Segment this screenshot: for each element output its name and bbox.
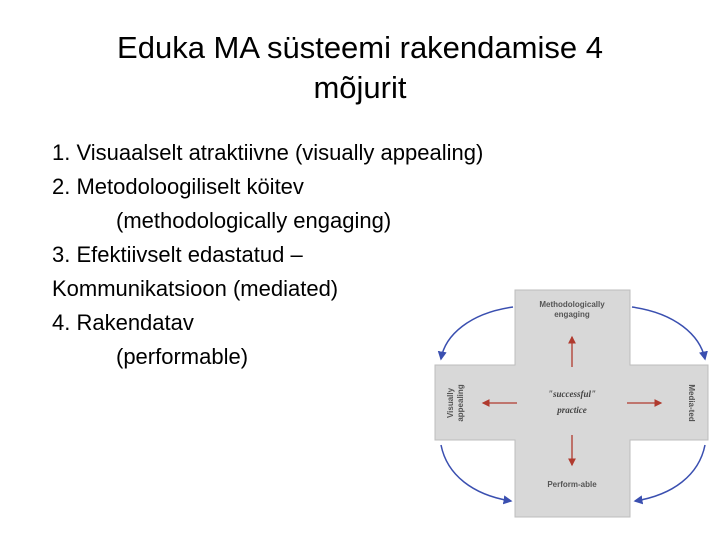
list-item-1: 1. Visuaalselt atraktiivne (visually appealing) xyxy=(52,140,484,165)
curve-arrow-bottom-right xyxy=(635,445,705,501)
label-right: Media-ted xyxy=(687,384,696,422)
title-line-1: Eduka MA süsteemi rakendamise 4 xyxy=(117,30,603,65)
label-left-1: Visually xyxy=(446,387,455,419)
list-item-2-translation: (methodologically engaging) xyxy=(116,208,392,233)
label-bottom: Perform-able xyxy=(547,480,597,489)
slide-title xyxy=(40,28,680,108)
label-top-2: engaging xyxy=(554,310,590,319)
curve-arrow-bottom-left xyxy=(441,445,511,501)
label-top-1: Methodologically xyxy=(539,300,605,309)
curve-arrow-top-left xyxy=(441,307,513,359)
list-item-4: 4. Rakendatav xyxy=(52,310,194,335)
list-item-3-continuation: Kommunikatsioon (mediated) xyxy=(52,276,339,301)
list-item-4-translation: (performable) xyxy=(116,344,249,369)
label-left-2: appealing xyxy=(456,384,465,422)
list-item-3: 3. Efektiivselt edastatud – xyxy=(52,242,303,267)
curve-arrow-top-right xyxy=(632,307,705,359)
list-item-2: 2. Metodoloogiliselt köitev xyxy=(52,174,304,199)
practice-cross-diagram xyxy=(425,285,715,520)
title-line-2: mõjurit xyxy=(313,70,407,105)
label-center-2: practice xyxy=(557,405,587,415)
label-center-1: "successful" xyxy=(548,389,596,399)
factor-list xyxy=(52,136,483,374)
